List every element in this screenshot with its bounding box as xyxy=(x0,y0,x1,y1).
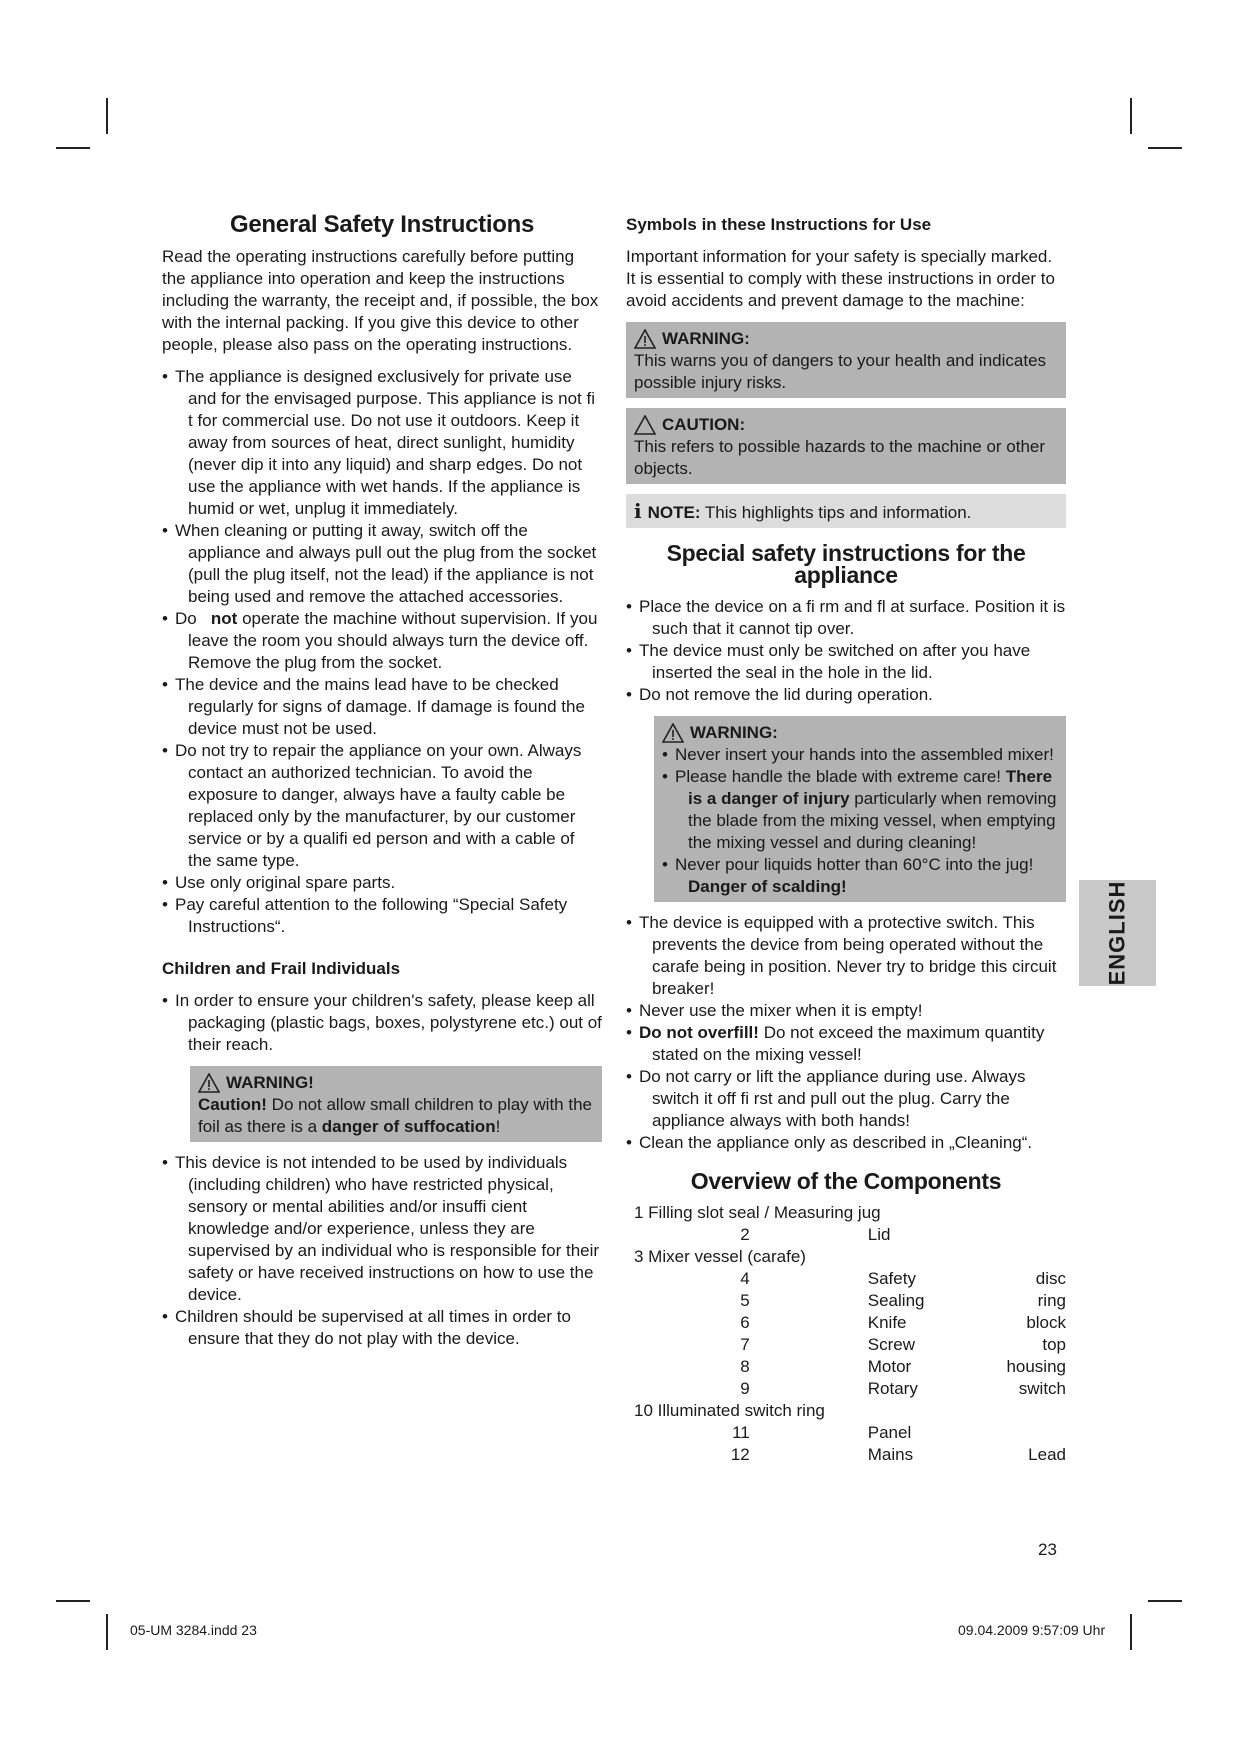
danger-phrase: danger of suffocation xyxy=(321,1117,496,1136)
children-list-2 xyxy=(162,1152,602,1350)
component-name: Knife xyxy=(867,1313,907,1332)
do-rest: operate the machine without supervision. If you leave the room you should always turn the device off. Remove the plug from the socket. xyxy=(188,609,598,672)
language-tab xyxy=(1079,880,1156,986)
caution-triangle-icon xyxy=(634,415,656,435)
warning-triangle-icon xyxy=(198,1073,220,1093)
injury-phrase: There is a danger of injury xyxy=(688,767,1053,808)
list-item: • Place the device on a fi rm and fl at surface. Position it is such that it cannot tip over. xyxy=(626,596,1066,640)
special-list-2 xyxy=(626,912,1066,1154)
component-name: Sealing xyxy=(867,1291,925,1310)
list-item: • Pay careful attention to the following “Special Safety Instructions“. xyxy=(162,894,602,938)
crop-mark xyxy=(1148,147,1182,149)
list-item: • The appliance is designed exclusively for private use and for the envisaged purpose. This appliance is not fi t for commercial use. Do not use it outdoors. Keep it away from sources of heat, direct sunlight, humidity (never dip it into any liquid) and sharp edges. Do not use the appliance with wet hands. If the appliance is humid or wet, unplug it immediately. xyxy=(162,366,602,520)
language-label: ENGLISH xyxy=(1104,880,1130,986)
table-row xyxy=(626,1356,1066,1378)
component-name-suffix: ring xyxy=(1037,1291,1066,1310)
component-name-suffix: switch xyxy=(1018,1379,1066,1398)
table-row xyxy=(626,1202,1066,1224)
list-item: • Do not remove the lid during operation. xyxy=(626,684,1066,706)
component-name-suffix: disc xyxy=(1035,1269,1066,1288)
note-label: NOTE: xyxy=(647,503,701,522)
crop-mark xyxy=(1130,98,1132,134)
note-description: This highlights tips and information. xyxy=(704,503,972,522)
list-item: • Do not try to repair the appliance on your own. Always contact an authorized technician. To avoid the exposure to danger, always have a faulty cable be replaced only by the manufacturer, by our customer service or by a qualifi ed person and with a cable of the same type. xyxy=(162,740,602,872)
special-safety-title: Special safety instructions for the appliance xyxy=(666,540,1026,588)
caution-label: CAUTION: xyxy=(662,415,746,434)
caution-description: This refers to possible hazards to the machine or other objects. xyxy=(634,437,1046,478)
warning-triangle-icon xyxy=(634,329,656,349)
component-name-suffix xyxy=(982,1422,1066,1444)
component-name-suffix: top xyxy=(1042,1335,1066,1354)
warning-box-title xyxy=(634,328,1058,350)
special-list xyxy=(626,596,1066,706)
intro-paragraph: Read the operating instructions carefully before putting the appliance into operation and keep the instructions including the warranty, the receipt and, if possible, the box with the internal packing. If you give this device to other people, please also pass on the operating instructions. xyxy=(162,247,599,354)
list-item: • Children should be supervised at all times in order to ensure that they do not play with the device. xyxy=(162,1306,602,1350)
crop-mark xyxy=(56,1600,90,1602)
crop-mark xyxy=(1130,1614,1132,1650)
table-row xyxy=(626,1246,1066,1268)
component-name-suffix xyxy=(982,1224,1066,1246)
list-item: • Clean the appliance only as described in „Cleaning“. xyxy=(626,1132,1066,1154)
component-name: Lid xyxy=(867,1225,891,1244)
list-item: • In order to ensure your children's safety, please keep all packaging (plastic bags, boxes, polystyrene etc.) out of their reach. xyxy=(162,990,602,1056)
component-name: Motor xyxy=(867,1357,912,1376)
table-row xyxy=(626,1422,1066,1444)
crop-mark xyxy=(106,1614,108,1650)
list-item xyxy=(162,608,602,674)
component-number: 12 xyxy=(730,1445,750,1464)
table-row xyxy=(626,1444,1066,1466)
list-item: • This device is not intended to be used by individuals (including children) who have restricted physical, sensory or mental abilities and/or insuffi cient knowledge and/or experience, unless they are supervised by an individual who is responsible for their safety or have received instructions on how to use the device. xyxy=(162,1152,602,1306)
table-row xyxy=(626,1312,1066,1334)
caution-symbol-box xyxy=(626,408,1066,484)
component-label: 3 Mixer vessel (carafe) xyxy=(634,1247,806,1266)
general-safety-title: General Safety Instructions xyxy=(230,211,534,238)
component-number: 8 xyxy=(740,1357,750,1376)
safety-list xyxy=(162,366,602,938)
footer-file-name: 05-UM 3284.indd 23 xyxy=(130,1622,257,1638)
left-column xyxy=(162,208,602,1358)
component-name: Rotary xyxy=(867,1379,918,1398)
warning-box-title xyxy=(198,1072,594,1094)
table-row xyxy=(626,1224,1066,1246)
component-label: 10 Illuminated switch ring xyxy=(634,1401,825,1420)
warning-symbol-box xyxy=(626,322,1066,398)
table-row xyxy=(626,1334,1066,1356)
list-item: • The device must only be switched on after you have inserted the seal in the hole in the lid. xyxy=(626,640,1066,684)
list-item: • Do not carry or lift the appliance during use. Always switch it off fi rst and pull out the plug. Carry the appliance always with both hands! xyxy=(626,1066,1066,1132)
footer-timestamp: 09.04.2009 9:57:09 Uhr xyxy=(958,1622,1106,1638)
list-item xyxy=(662,854,1058,898)
component-number: 11 xyxy=(732,1423,750,1442)
component-name: Safety xyxy=(867,1269,916,1288)
component-name: Panel xyxy=(867,1423,912,1442)
list-item: • Never use the mixer when it is empty! xyxy=(626,1000,1066,1022)
component-number: 7 xyxy=(740,1335,750,1354)
component-number: 6 xyxy=(740,1313,750,1332)
warning-label: WARNING: xyxy=(690,723,778,742)
scalding-phrase: Danger of scalding! xyxy=(688,877,847,896)
table-row xyxy=(626,1378,1066,1400)
list-item: • The device and the mains lead have to be checked regularly for signs of damage. If damage is found the device must not be used. xyxy=(162,674,602,740)
warning-end: ! xyxy=(495,1117,501,1136)
note-symbol-box xyxy=(626,494,1066,528)
list-item: • The device is equipped with a protective switch. This prevents the device from being operated without the carafe being in position. Never try to bridge this circuit breaker! xyxy=(626,912,1066,1000)
list-item xyxy=(662,766,1058,854)
component-name-suffix: block xyxy=(1026,1313,1066,1332)
page-number: 23 xyxy=(1038,1540,1057,1559)
list-item: • When cleaning or putting it away, switch off the appliance and always pull out the plug from the socket (pull the plug itself, not the lead) if the appliance is not being used and remove the attached accessories. xyxy=(162,520,602,608)
caution-word: Caution! xyxy=(198,1095,267,1114)
component-name: Mains xyxy=(867,1445,914,1464)
components-table xyxy=(626,1202,1066,1466)
overfill-rest: Do not exceed the maximum quantity stated on the mixing vessel! xyxy=(652,1023,1045,1064)
table-row xyxy=(626,1268,1066,1290)
component-number: 9 xyxy=(740,1379,750,1398)
mixer-warning-box xyxy=(654,716,1066,902)
warning-text xyxy=(198,1094,594,1138)
right-column xyxy=(626,208,1066,1466)
component-label: 1 Filling slot seal / Measuring jug xyxy=(634,1203,881,1222)
component-number: 2 xyxy=(740,1225,750,1244)
component-name-suffix: Lead xyxy=(1028,1445,1066,1464)
table-row xyxy=(626,1290,1066,1312)
crop-mark xyxy=(56,147,90,149)
info-icon: i xyxy=(634,499,642,523)
overfill-phrase: Do not overfill! xyxy=(639,1023,759,1042)
component-number: 5 xyxy=(740,1291,750,1310)
list-item xyxy=(626,1022,1066,1066)
children-list xyxy=(162,990,602,1056)
symbols-intro: Important information for your safety is specially marked. It is essential to comply with these instructions in order to avoid accidents and prevent damage to the machine: xyxy=(626,247,1055,310)
warning-box-title xyxy=(662,722,1058,744)
crop-mark xyxy=(106,98,108,134)
warning-label: WARNING: xyxy=(662,329,750,348)
caution-box-title xyxy=(634,414,1058,436)
warning-body: Do not allow small children to play with the foil as there is a xyxy=(198,1095,592,1136)
warning-label: WARNING! xyxy=(226,1073,314,1092)
children-heading: Children and Frail Individuals xyxy=(162,959,401,978)
warning-description: This warns you of dangers to your health and indicates possible injury risks. xyxy=(634,351,1047,392)
warning-triangle-icon xyxy=(662,723,684,743)
list-item: • Never insert your hands into the assembled mixer! xyxy=(662,744,1058,766)
component-name: Screw xyxy=(867,1335,915,1354)
component-number: 4 xyxy=(740,1269,750,1288)
blade-care-text: Please handle the blade with extreme care! xyxy=(675,767,1002,786)
mixer-warning-list xyxy=(662,744,1058,898)
not-word: not xyxy=(210,609,238,628)
table-row xyxy=(626,1400,1066,1422)
crop-mark xyxy=(1148,1600,1182,1602)
symbols-heading: Symbols in these Instructions for Use xyxy=(626,215,932,234)
list-item: • Use only original spare parts. xyxy=(162,872,602,894)
component-name-suffix: housing xyxy=(1006,1357,1066,1376)
overview-title: Overview of the Components xyxy=(690,1168,1002,1194)
liquid-text: Never pour liquids hotter than 60°C into the jug! xyxy=(675,855,1034,874)
do-word: Do xyxy=(175,609,197,628)
blade-care-rest: particularly when removing the blade from the mixing vessel, when emptying the mixing vessel and during cleaning! xyxy=(688,789,1057,852)
suffocation-warning-box xyxy=(190,1066,602,1142)
